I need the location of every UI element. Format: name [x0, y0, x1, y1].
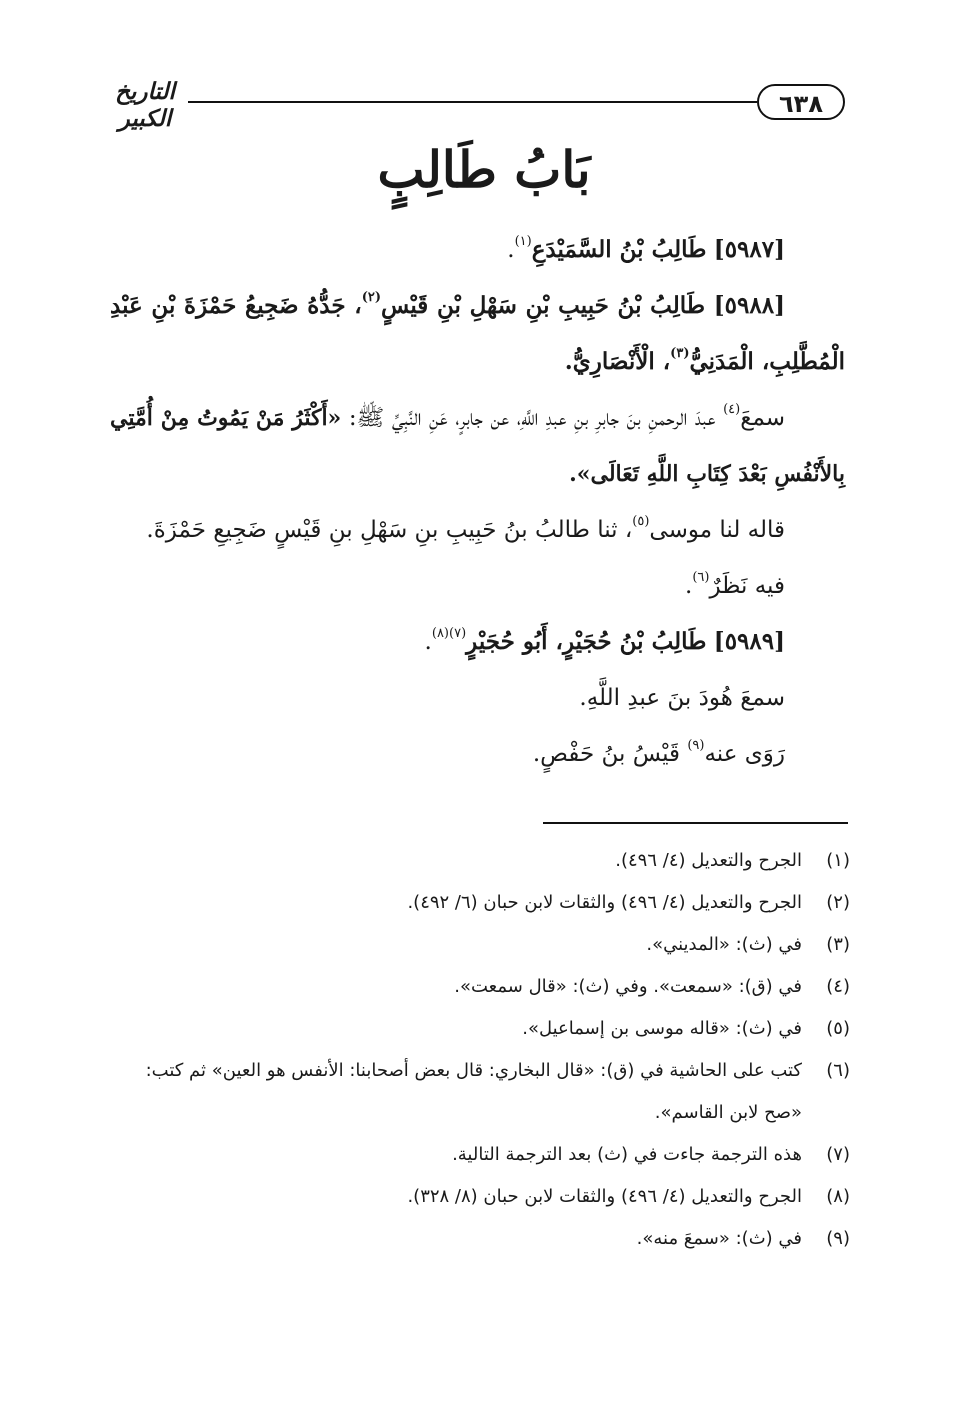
- paragraph-heard: [110, 390, 845, 502]
- footnote-ref[interactable]: (٥): [632, 514, 650, 529]
- footnote-ref[interactable]: (٣): [670, 346, 690, 361]
- entry-number: [٥٩٨٩]: [713, 628, 785, 655]
- footnote-ref[interactable]: (٦): [692, 570, 710, 585]
- entry-number: [٥٩٨٧]: [713, 236, 785, 263]
- footnote-number: (٤): [826, 976, 850, 997]
- footnote-number: (٩): [826, 1228, 850, 1249]
- text-pre: رَوَى عنه: [704, 741, 785, 767]
- footnote-number: (٢): [826, 892, 850, 913]
- footnote-text: الجرح والتعديل (٤/ ٤٩٦) والثقات لابن حبان (٨/ ٣٢٨).: [407, 1186, 802, 1207]
- text-body: قَيْسُ بنُ حَفْصٍ.: [532, 741, 688, 767]
- text-body: عبدَ الرحمنِ بنَ جابرِ بنِ عبدِ اللَّهِ، عن جابرٍ، عَنِ النَّبِيِّ ﷺ:: [348, 405, 724, 431]
- footnote-item: [108, 1176, 850, 1218]
- page-number: ٦٣٨: [757, 84, 845, 120]
- book-title: التاريخ الكبير: [115, 78, 175, 132]
- footnotes: [108, 840, 850, 1260]
- main-text: [110, 222, 845, 782]
- footnote-ref[interactable]: (٤): [723, 402, 741, 417]
- footnote-number: (٧): [826, 1144, 850, 1165]
- footnote-text: كتب على الحاشية في (ق): «قال البخاري: قال بعض أصحابنا: الأنفس هو العين» ثم كتب: «صح لابن القاسم».: [145, 1060, 802, 1123]
- text-body: سمعَ هُودَ بنَ عبدِ اللَّهِ.: [579, 685, 785, 711]
- footnote-text: في (ق): «سمعت». وفي (ث): «قال سمعت».: [454, 976, 802, 997]
- footnote-separator: [543, 822, 848, 824]
- paragraph-narrated: [110, 726, 845, 782]
- footnote-text: في (ث): «سمعَ منه».: [636, 1228, 802, 1249]
- text-pre: قاله لنا موسى: [649, 517, 785, 543]
- text-body: ، ثنا طالبُ بنُ حَبِيبِ بنِ سَهْلِ بنِ قَيْسٍ ضَجِيعِ حَمْزَةَ.: [146, 517, 633, 543]
- chapter-title: بَابُ طَالِبٍ: [377, 140, 591, 199]
- header-rule: [188, 101, 757, 103]
- footnote-ref[interactable]: (١): [514, 234, 532, 249]
- footnote-item: [108, 1050, 850, 1134]
- footnote-item: [108, 1008, 850, 1050]
- paragraph-said: [110, 502, 845, 558]
- footnote-text: الجرح والتعديل (٤/ ٤٩٦).: [615, 850, 802, 871]
- entry-5989: [110, 614, 845, 670]
- footnote-ref[interactable]: (٩): [687, 738, 705, 753]
- footnote-item: [108, 840, 850, 882]
- entry-name: طَالِبُ بْنُ حَبِيبِ بْنِ سَهْلِ بْنِ قَيْسٍ: [381, 292, 706, 319]
- footnote-ref[interactable]: (٧): [449, 626, 467, 641]
- footnote-item: [108, 882, 850, 924]
- entry-name-end: ، الْأَنْصَارِيُّ.: [564, 348, 671, 375]
- footnote-item: [108, 924, 850, 966]
- text-pre: سمعَ: [740, 405, 786, 431]
- paragraph-doubt: [110, 558, 845, 614]
- entry-number: [٥٩٨٨]: [713, 292, 785, 319]
- footnote-item: [108, 1134, 850, 1176]
- footnote-text: في (ث): «قاله موسى بن إسماعيل».: [522, 1018, 802, 1039]
- footnote-text: في (ث): «المديني».: [646, 934, 802, 955]
- footnote-number: (٥): [826, 1018, 850, 1039]
- hadith-text: «أَكْثَرُ مَنْ يَمُوتُ مِنْ أُمَّتِي بِالأَنْفُسِ بَعْدَ كِتَابِ اللَّهِ تَعَالَى».: [110, 405, 845, 487]
- text-end: .: [685, 573, 693, 599]
- entry-end: .: [424, 629, 432, 655]
- entry-5988: [110, 278, 845, 390]
- entry-name: طَالِبُ بْنُ حُجَيْرٍ، أَبُو حُجَيْرٍ: [466, 628, 707, 655]
- entry-name: طَالِبُ بْنُ السَّمَيْدَعِ: [531, 236, 707, 263]
- footnote-item: [108, 966, 850, 1008]
- entry-5987: [110, 222, 845, 278]
- footnote-ref[interactable]: (٢): [361, 290, 382, 305]
- footnote-ref[interactable]: (٨): [431, 626, 449, 641]
- running-header: [100, 78, 845, 132]
- entry-name-cont: ، جَدُّهُ ضَجِيعُ حَمْزَةَ بْنِ عَبْدِ الْمُطَّلِبِ، الْمَدَنِيُّ: [110, 292, 845, 375]
- footnote-number: (١): [826, 850, 850, 871]
- text-pre: فيه نَظَرٌ: [709, 573, 785, 599]
- footnote-item: [108, 1218, 850, 1260]
- footnote-text: الجرح والتعديل (٤/ ٤٩٦) والثقات لابن حبان (٦/ ٤٩٢).: [407, 892, 802, 913]
- entry-end: .: [507, 237, 515, 263]
- footnote-text: هذه الترجمة جاءت في (ث) بعد الترجمة التالية.: [452, 1144, 802, 1165]
- footnote-number: (٨): [826, 1186, 850, 1207]
- paragraph-heard-2: [110, 670, 845, 726]
- footnote-number: (٦): [826, 1060, 850, 1081]
- footnote-number: (٣): [826, 934, 850, 955]
